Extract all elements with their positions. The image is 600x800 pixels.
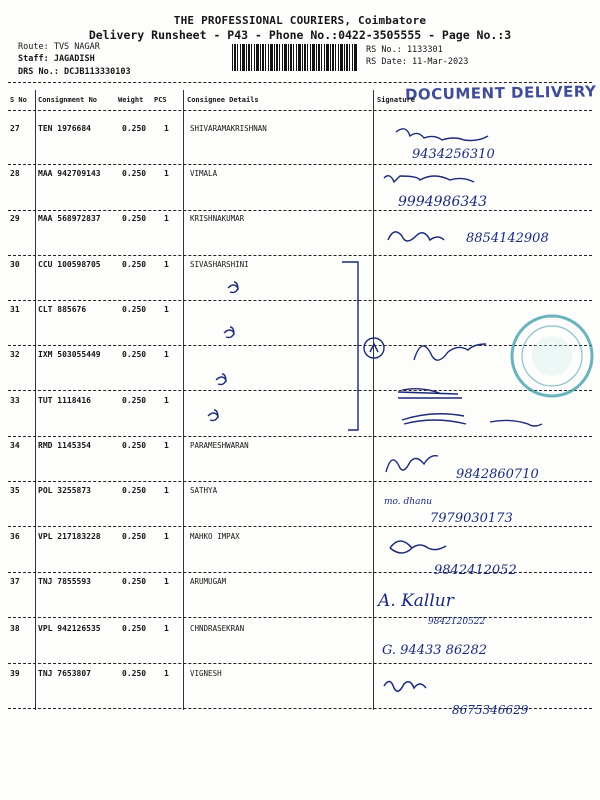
row-sno: 36 [10,532,20,541]
drs-number: DRS No.: DCJB113330103 [18,67,131,77]
phone-36: 9842412052 [434,563,517,578]
signature-36 [390,541,446,553]
name-35: mo. dhanu [384,497,433,507]
row-consignment: VPL 217183228 [38,532,101,541]
runsheet-subtitle: Delivery Runsheet - P43 - Phone No.:0422-3505555 - Page No.:3 [88,28,512,42]
row-consignee: VIMALA [190,169,218,178]
row-weight: 0.250 [122,624,147,633]
row-pcs: 1 [164,624,169,633]
row-consignment: TUT 1118416 [38,396,91,405]
row-pcs: 1 [164,214,169,223]
staff-label: Staff: JAGADISH [18,54,95,64]
col-header-consignment: Consignment No [38,96,98,104]
row-weight: 0.250 [122,669,147,678]
row-sno: 35 [10,486,20,495]
rs-number: RS No.: 1133301 [366,45,443,55]
signature-29 [388,232,444,241]
signature-39 [384,681,426,691]
row-pcs: 1 [164,169,169,178]
row-consignee: SIVASHARSHINI [190,260,249,269]
row-sno: 30 [10,260,20,269]
row-consignee: MAHKO IMPAX [190,532,240,541]
row-weight: 0.250 [122,396,147,405]
phone-34: 9842860710 [456,467,539,482]
col-header-details: Consignee Details [187,96,259,104]
row-consignment: CLT 885676 [38,305,87,314]
row-consignment: TNJ 7855593 [38,577,91,586]
col-header-weight: Weight [118,96,144,104]
row-consignee: ARUMUGAM [190,577,227,586]
route-label: Route: TVS NAGAR [18,42,100,52]
row-consignment: TEN 1976684 [38,124,91,133]
row-sno: 31 [10,305,20,314]
row-consignment: VPL 942126535 [38,624,101,633]
row-pcs: 1 [164,124,169,133]
col-header-pcs: PCS [154,96,167,104]
signature-27 [396,129,488,141]
row-consignment: RMD 1145354 [38,441,91,450]
row-weight: 0.250 [122,577,147,586]
row-weight: 0.250 [122,486,147,495]
row-pcs: 1 [164,441,169,450]
row-pcs: 1 [164,350,169,359]
row-consignment: IXM 503055449 [38,350,101,359]
row-weight: 0.250 [122,532,147,541]
row-weight: 0.250 [122,305,147,314]
row-consignee: KRISHNAKUMAR [190,214,245,223]
row-sno: 28 [10,169,20,178]
row-weight: 0.250 [122,441,147,450]
row-pcs: 1 [164,260,169,269]
row-consignment: MAA 568972837 [38,214,101,223]
name-37: A. Kallur [378,591,454,611]
row-consignee: SATHYA [190,486,218,495]
row-consignment: MAA 942709143 [38,169,101,178]
row-weight: 0.250 [122,214,147,223]
phone-27: 9434256310 [412,147,495,162]
row-pcs: 1 [164,486,169,495]
phone-38: G. 94433 86282 [382,643,488,658]
rs-date: RS Date: 11-Mar-2023 [366,57,469,67]
row-weight: 0.250 [122,169,147,178]
row-consignee: CHNDRASEKRAN [190,624,245,633]
row-sno: 34 [10,441,20,450]
row-sno: 33 [10,396,20,405]
col-header-signature: Signature [377,96,415,104]
phone-39: 8675346629 [452,703,529,717]
row-pcs: 1 [164,396,169,405]
signature-28 [384,176,474,182]
signature-34 [386,456,438,472]
row-sno: 38 [10,624,20,633]
row-pcs: 1 [164,577,169,586]
seal-stamp [512,316,592,396]
col-header-sno: S No [10,96,27,104]
row-weight: 0.250 [122,260,147,269]
phone-28: 9994986343 [398,194,488,210]
phone-29: 8854142908 [466,231,549,246]
phone-37: 9842120522 [428,617,486,627]
row-consignment: POL 3255873 [38,486,91,495]
row-pcs: 1 [164,532,169,541]
row-consignment: CCU 100598705 [38,260,101,269]
row-sno: 37 [10,577,20,586]
row-sno: 29 [10,214,20,223]
row-consignment: TNJ 7653807 [38,669,91,678]
row-sno: 32 [10,350,20,359]
row-pcs: 1 [164,305,169,314]
row-consignee: SHIVARAMAKRISHNAN [190,124,267,133]
row-weight: 0.250 [122,350,147,359]
row-sno: 27 [10,124,20,133]
row-pcs: 1 [164,669,169,678]
initials-marks [208,262,542,430]
company-title: THE PROFESSIONAL COURIERS, Coimbatore [173,14,427,27]
document-delivery-stamp: DOCUMENT DELIVERY [404,82,597,104]
row-sno: 39 [10,669,20,678]
phone-35: 7979030173 [430,511,513,526]
row-consignee: VIGNESH [190,669,222,678]
row-consignee: PARAMESHWARAN [190,441,249,450]
row-weight: 0.250 [122,124,147,133]
